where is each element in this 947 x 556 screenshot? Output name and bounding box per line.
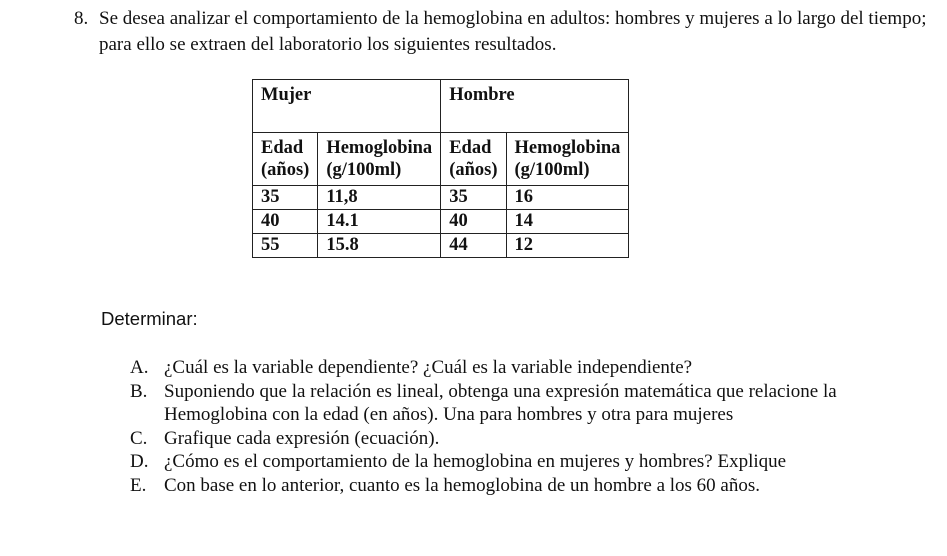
table-cell: 15.8 [318, 234, 441, 258]
table-group-row [253, 80, 629, 133]
column-header-line: (años) [449, 160, 498, 180]
table-cell: 40 [441, 210, 506, 234]
table-column-header-row [253, 133, 629, 186]
column-header-line: Hemoglobina [514, 138, 621, 158]
question-letter: E. [130, 474, 147, 496]
column-header-line: (g/100ml) [514, 160, 590, 180]
table-row [253, 210, 629, 234]
column-header-hombre-hemoglobina [506, 133, 629, 186]
column-header-line: Edad [261, 138, 304, 158]
problem-statement [74, 6, 934, 58]
column-header-mujer-hemoglobina [318, 133, 441, 186]
group-header-mujer: Mujer [253, 80, 441, 133]
question-letter: D. [130, 451, 149, 472]
question-letter: C. [130, 427, 148, 449]
problem-number: 8. [74, 8, 89, 29]
table-cell: 44 [441, 234, 506, 258]
table-cell: 12 [506, 234, 629, 258]
table-row [253, 186, 629, 210]
question-item-d [130, 450, 930, 474]
table-cell: 11,8 [318, 186, 441, 210]
question-text: ¿Cómo es el comportamiento de la hemoglobina en mujeres y hombres? Explique [164, 451, 787, 472]
question-item-c [130, 427, 930, 451]
question-letter: B. [130, 380, 148, 402]
table-cell: 40 [253, 210, 318, 234]
table-cell: 14 [506, 210, 629, 234]
column-header-line: Edad [449, 138, 492, 158]
question-item-e [130, 474, 930, 498]
question-text: Grafique cada expresión (ecuación). [164, 427, 440, 449]
table-cell: 35 [253, 186, 318, 210]
column-header-line: (g/100ml) [326, 160, 402, 180]
column-header-line: Hemoglobina [326, 138, 433, 158]
column-header-line: (años) [261, 160, 310, 180]
determinar-label: Determinar: [101, 308, 198, 329]
question-item-a [130, 356, 930, 380]
question-text: Suponiendo que la relación es lineal, obtenga una expresión matemática que relacione la Hemoglobina con la edad (en años). Una para hombres y otra para mujeres [164, 380, 837, 425]
problem-line [74, 6, 934, 58]
table-cell: 35 [441, 186, 506, 210]
column-header-mujer-edad [253, 133, 318, 186]
table-cell: 16 [506, 186, 629, 210]
problem-text: Se desea analizar el comportamiento de la hemoglobina en adultos: hombres y mujeres a lo largo del tiempo; para ello se extraen del laboratorio los siguientes resultados. [99, 8, 927, 55]
question-list [130, 356, 930, 497]
table-cell: 14.1 [318, 210, 441, 234]
question-text: ¿Cuál es la variable dependiente? ¿Cuál es la variable independiente? [164, 357, 693, 378]
group-header-hombre: Hombre [441, 80, 629, 133]
table-row [253, 234, 629, 258]
question-item-b [130, 380, 930, 427]
column-header-hombre-edad [441, 133, 506, 186]
hemoglobin-table [252, 79, 629, 258]
table-cell: 55 [253, 234, 318, 258]
question-letter: A. [130, 357, 149, 378]
question-text: Con base en lo anterior, cuanto es la hemoglobina de un hombre a los 60 años. [164, 474, 761, 496]
